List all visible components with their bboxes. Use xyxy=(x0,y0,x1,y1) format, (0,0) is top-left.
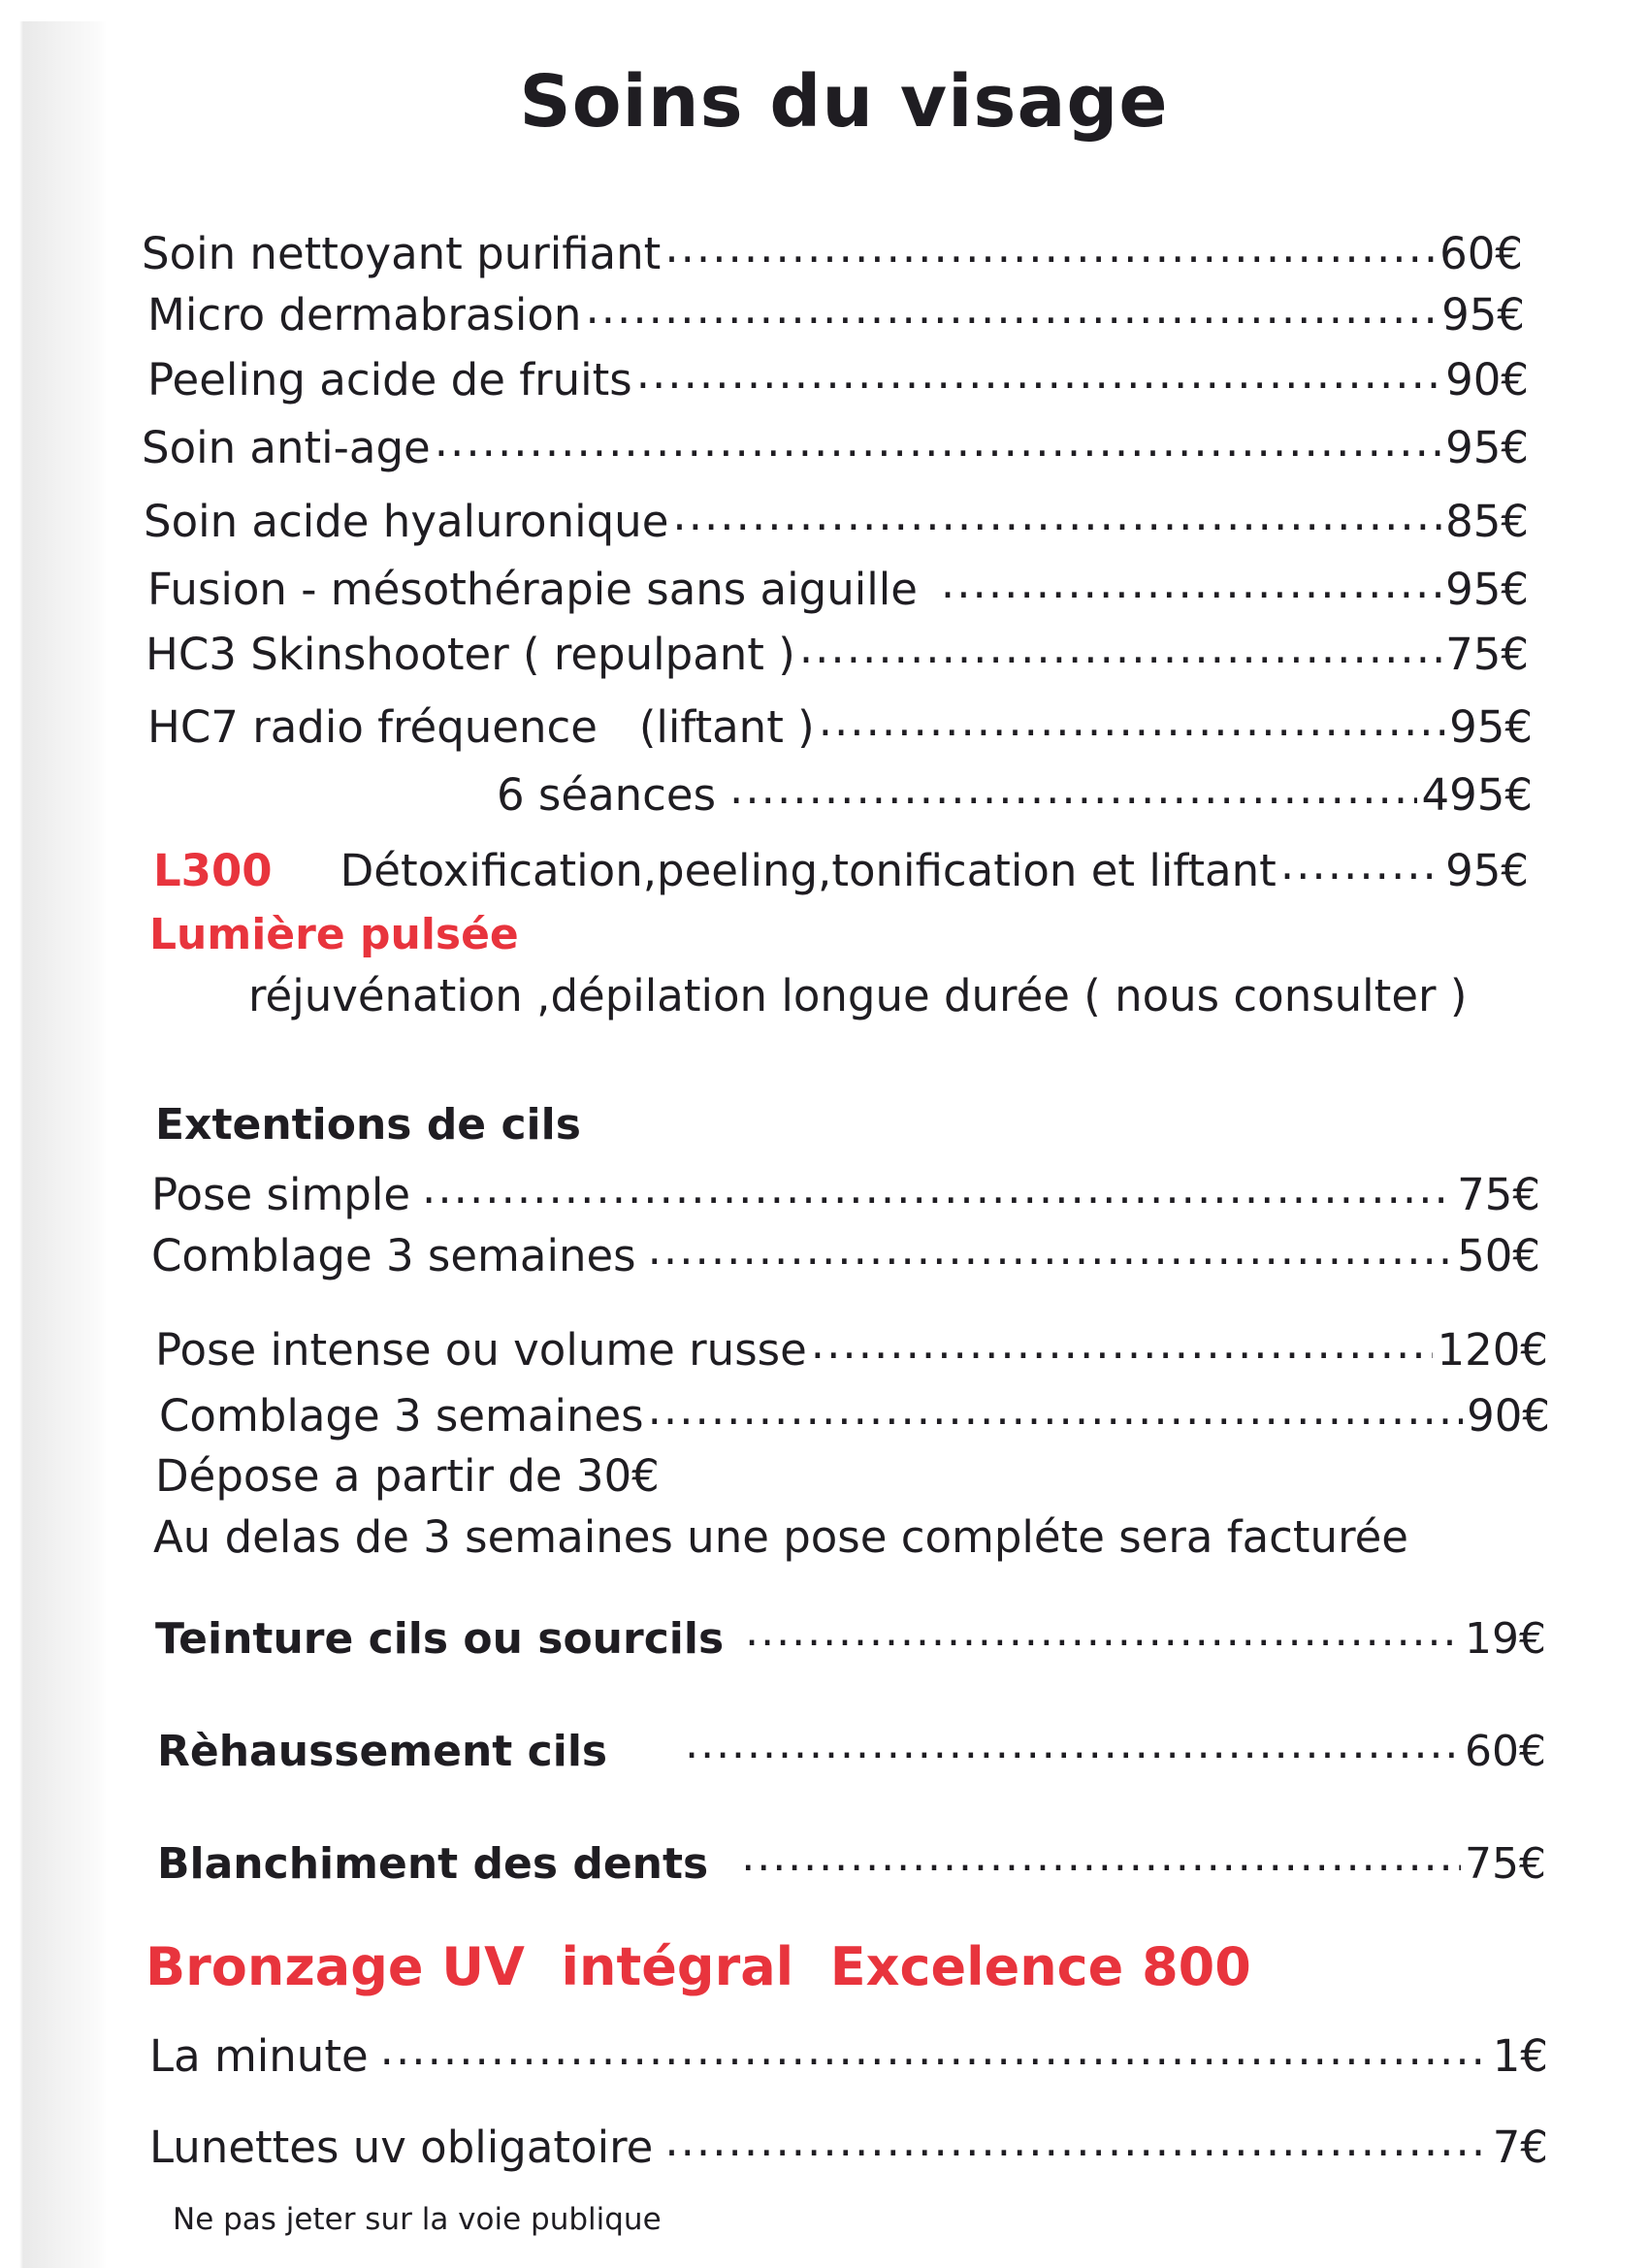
price-row-fusion xyxy=(147,561,1529,615)
price-row-hc7 xyxy=(147,698,1533,753)
item-label: Comblage 3 semaines xyxy=(151,1230,636,1281)
item-label: Rèhaussement cils xyxy=(157,1727,608,1776)
item-label: HC3 Skinshooter ( repulpant ) xyxy=(146,629,795,680)
item-price: 75€ xyxy=(1465,1839,1546,1889)
price-row-blanchiment xyxy=(157,1835,1546,1889)
item-label: Blanchiment des dents xyxy=(157,1839,709,1889)
dot-leader xyxy=(422,1166,1453,1210)
item-label: HC7 radio fréquence (liftant ) xyxy=(147,701,815,753)
dot-leader xyxy=(664,225,1436,269)
price-row-pose-intense xyxy=(155,1321,1548,1376)
item-price: 495€ xyxy=(1421,769,1533,821)
price-row-l300 xyxy=(153,842,1529,896)
price-row-hc3 xyxy=(146,626,1529,680)
price-row-teinture xyxy=(155,1610,1546,1664)
dot-leader xyxy=(380,2027,1489,2071)
dot-leader xyxy=(729,766,1417,810)
dot-leader xyxy=(811,1321,1434,1365)
footer-note: Ne pas jeter sur la voie publique xyxy=(173,2202,662,2237)
dot-leader xyxy=(648,1387,1463,1431)
eyelash-heading: Extentions de cils xyxy=(155,1100,581,1150)
item-price: 90€ xyxy=(1445,354,1529,405)
price-row-comblage-simple xyxy=(151,1227,1540,1281)
item-label: Micro dermabrasion xyxy=(147,289,582,340)
item-label: La minute xyxy=(149,2030,369,2082)
item-label: Pose simple xyxy=(151,1169,411,1220)
dot-leader xyxy=(664,2119,1488,2162)
dot-leader xyxy=(745,1610,1461,1653)
item-label: Soin anti-age xyxy=(142,422,431,473)
item-label: Soin acide hyaluronique xyxy=(144,496,669,547)
item-price: 50€ xyxy=(1457,1230,1540,1281)
item-label: Peeling acide de fruits xyxy=(147,354,632,405)
item-price: 95€ xyxy=(1445,845,1529,896)
eyelash-note-depose: Dépose a partir de 30€ xyxy=(155,1450,660,1502)
item-price: 90€ xyxy=(1467,1390,1550,1442)
dot-leader xyxy=(799,626,1441,669)
price-row-la-minute xyxy=(149,2027,1548,2082)
price-row-6-seances xyxy=(497,766,1533,821)
dot-leader xyxy=(685,1723,1461,1766)
page-title: Soins du visage xyxy=(519,60,1169,144)
lumiere-heading: Lumière pulsée xyxy=(149,910,519,959)
price-row-anti-age xyxy=(142,419,1529,473)
price-row-rehaussement xyxy=(157,1723,1546,1776)
l300-code: L300 xyxy=(153,845,273,896)
price-row-micro-dermabrasion xyxy=(147,286,1525,340)
item-price: 75€ xyxy=(1457,1169,1540,1220)
item-price: 95€ xyxy=(1445,422,1529,473)
item-label: Lunettes uv obligatoire xyxy=(149,2122,654,2173)
item-price: 60€ xyxy=(1465,1727,1546,1776)
item-price: 7€ xyxy=(1492,2122,1548,2173)
lumiere-description: réjuvénation ,dépilation longue durée ( nous consulter ) xyxy=(248,970,1468,1021)
item-price: 60€ xyxy=(1439,228,1523,279)
price-row-acide-hyaluronique xyxy=(144,493,1529,547)
item-label: Fusion - mésothérapie sans aiguille xyxy=(147,564,918,615)
price-row-comblage-intense xyxy=(159,1387,1550,1442)
price-row-lunettes xyxy=(149,2119,1548,2173)
item-price: 95€ xyxy=(1445,564,1529,615)
item-price: 1€ xyxy=(1492,2030,1548,2082)
item-label: 6 séances xyxy=(497,769,717,821)
item-price: 95€ xyxy=(1441,289,1525,340)
dot-leader xyxy=(819,698,1445,742)
item-label: Détoxification,peeling,tonification et liftant xyxy=(340,845,1277,896)
price-row-peeling xyxy=(147,351,1529,405)
dot-leader xyxy=(585,286,1438,330)
eyelash-note-delay: Au delas de 3 semaines une pose compléte sera facturée xyxy=(153,1511,1408,1563)
price-row-pose-simple xyxy=(151,1166,1540,1220)
dot-leader xyxy=(636,351,1441,395)
item-price: 95€ xyxy=(1449,701,1533,753)
item-label: Soin nettoyant purifiant xyxy=(142,228,662,279)
item-price: 85€ xyxy=(1445,496,1529,547)
dot-leader xyxy=(435,419,1441,463)
dot-leader xyxy=(672,493,1441,536)
dot-leader xyxy=(1280,842,1441,886)
scan-edge-shadow xyxy=(0,0,107,2268)
item-label: Comblage 3 semaines xyxy=(159,1390,644,1442)
item-label: Teinture cils ou sourcils xyxy=(155,1614,725,1664)
dot-leader xyxy=(648,1227,1453,1271)
price-row-soin-nettoyant xyxy=(142,225,1523,279)
item-price: 75€ xyxy=(1445,629,1529,680)
item-price: 120€ xyxy=(1437,1324,1548,1376)
item-label: Pose intense ou volume russe xyxy=(155,1324,807,1376)
bronzage-heading: Bronzage UV intégral Excelence 800 xyxy=(146,1936,1251,1997)
dot-leader xyxy=(741,1835,1461,1878)
scan-top-margin xyxy=(0,0,1649,21)
item-price: 19€ xyxy=(1465,1614,1546,1664)
dot-leader xyxy=(941,561,1441,604)
